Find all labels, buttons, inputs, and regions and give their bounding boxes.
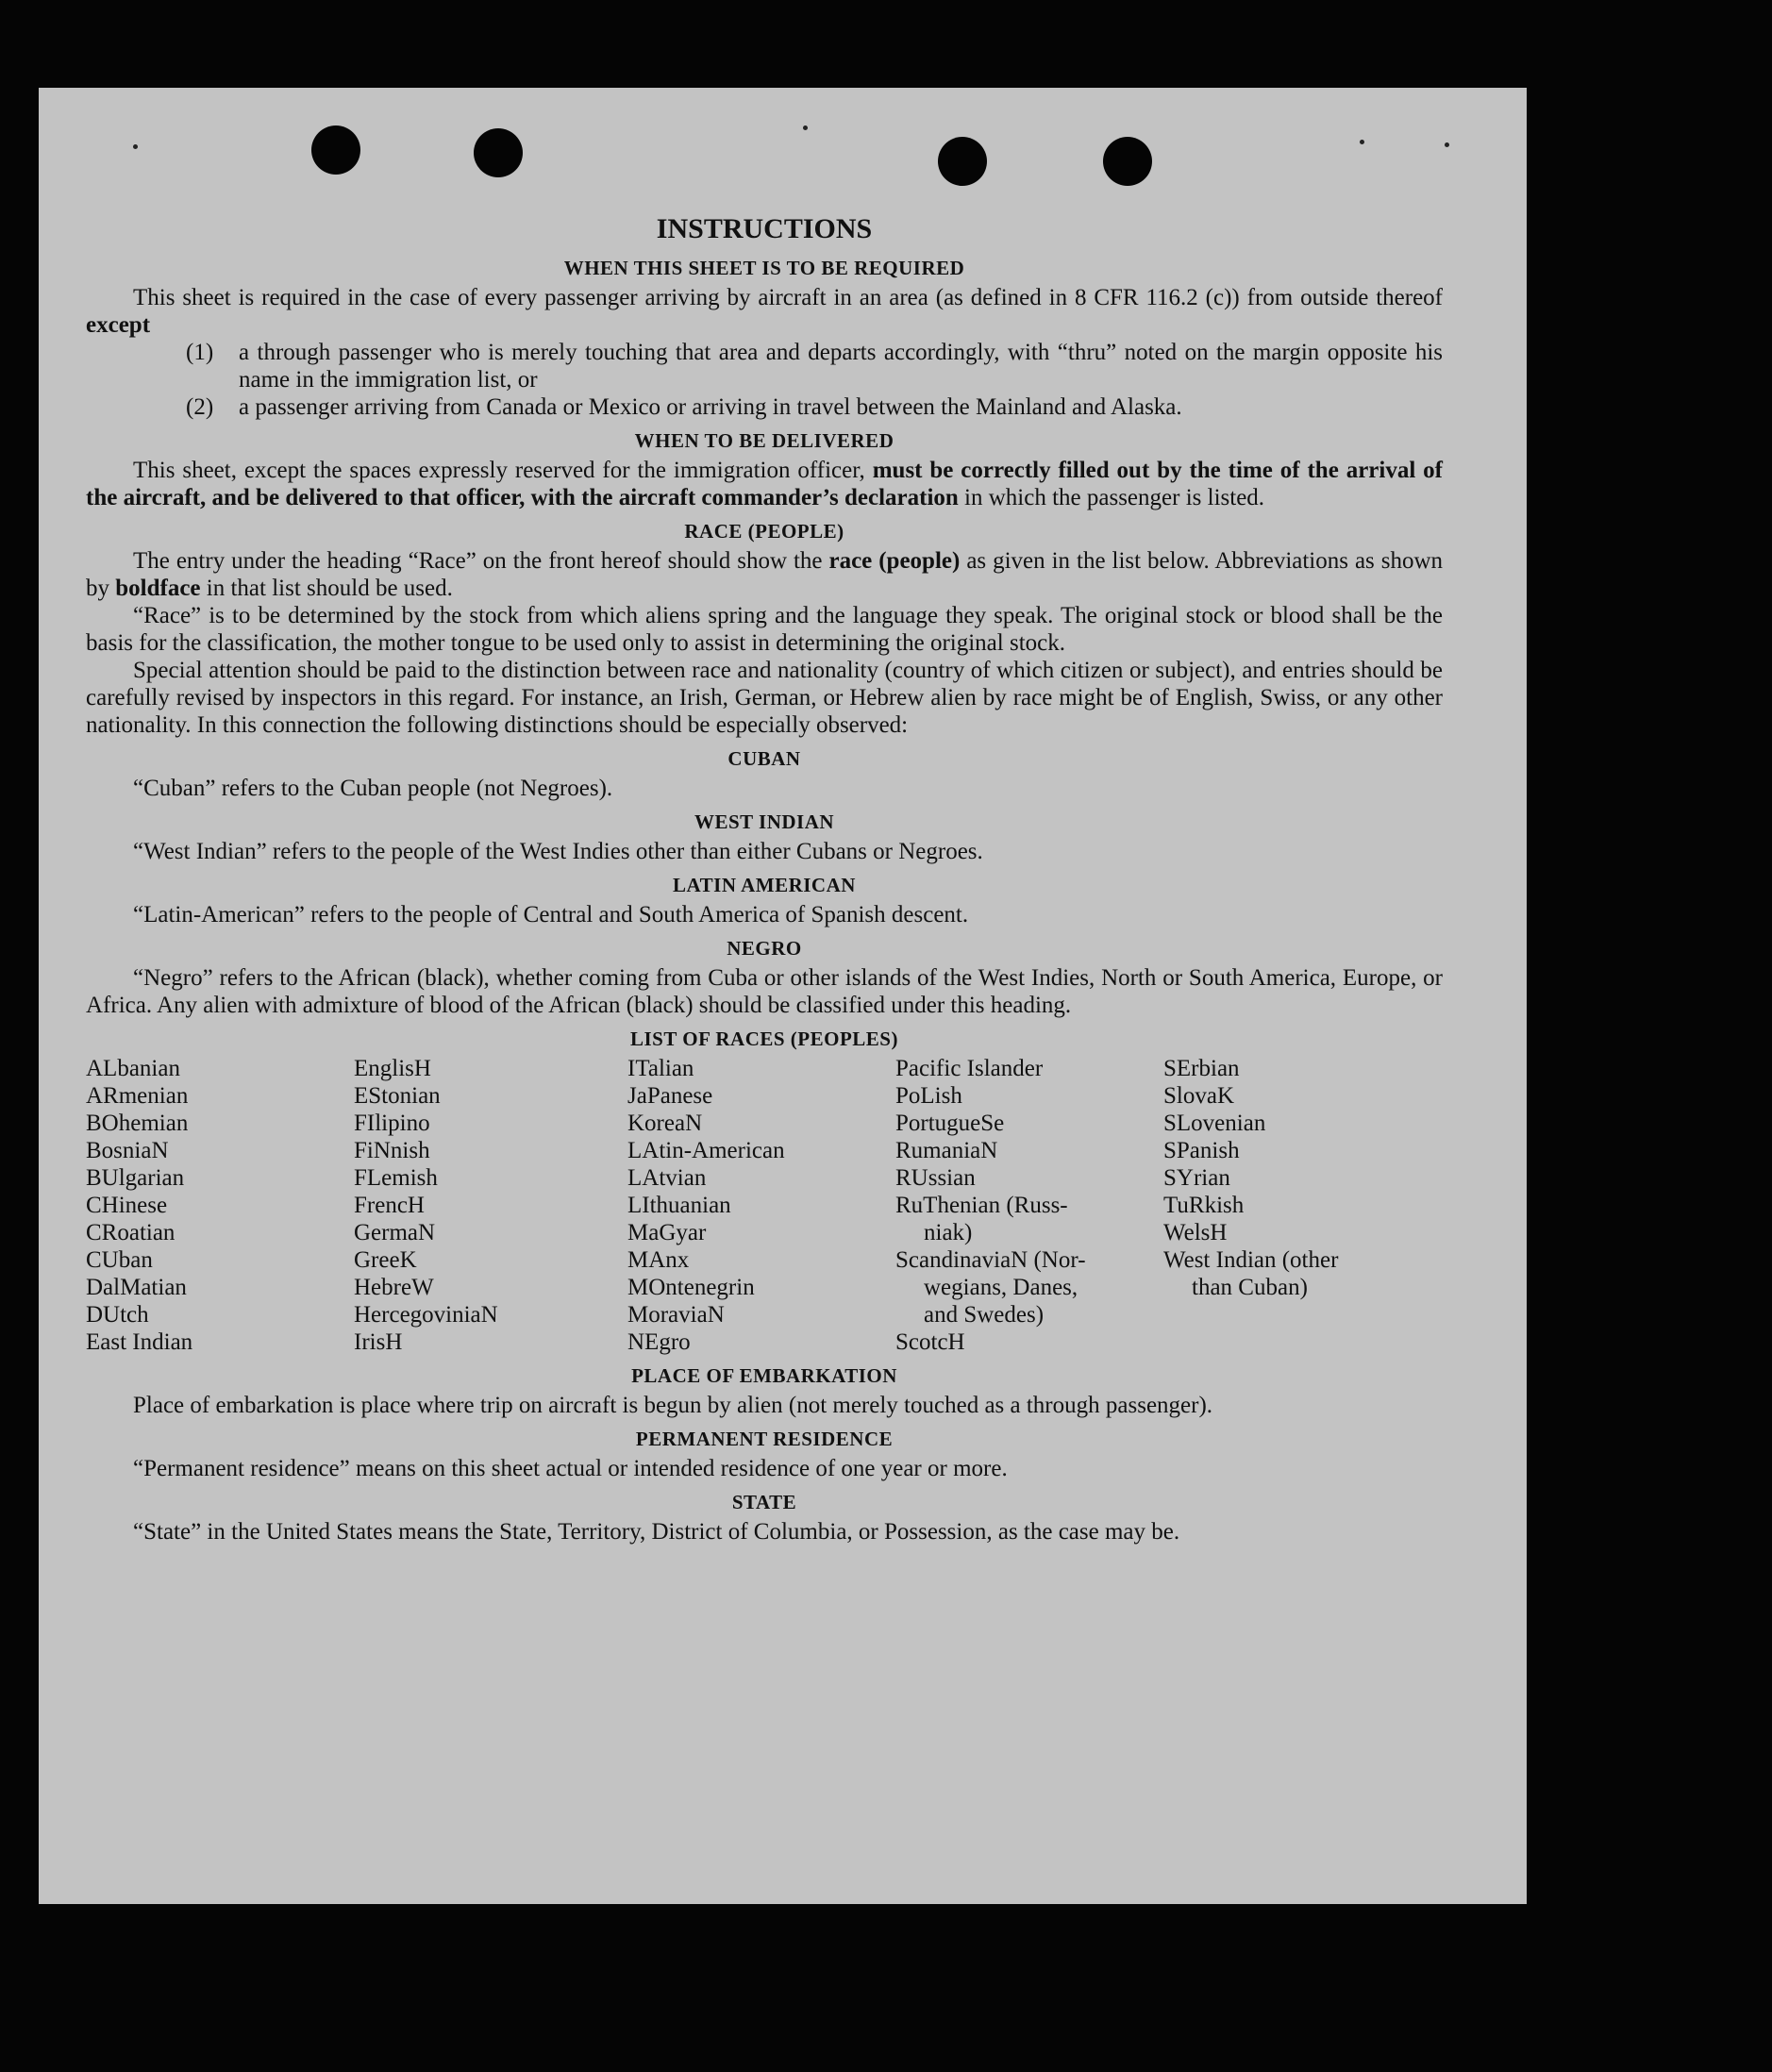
race-item: RuThenian (Russ- xyxy=(895,1193,1068,1218)
section-heading: WHEN THIS SHEET IS TO BE REQUIRED xyxy=(563,257,965,279)
race-item: ITalian xyxy=(627,1056,694,1081)
section-heading: STATE xyxy=(731,1491,797,1513)
races-column xyxy=(627,1055,895,1356)
race-item: East Indian xyxy=(86,1329,193,1355)
race-item: LAtvian xyxy=(627,1165,707,1191)
race-item: EStonian xyxy=(354,1083,441,1109)
race-item: JaPanese xyxy=(627,1083,713,1109)
races-column xyxy=(86,1055,354,1356)
paragraph: This sheet is required in the case of every passenger arriving by aircraft in an area (as defined in 8 CFR 116.2 (c)) from outside thereof except xyxy=(86,285,1443,338)
race-item: ScotcH xyxy=(895,1329,965,1355)
page-title: INSTRUCTIONS xyxy=(656,213,873,244)
speck xyxy=(1360,140,1364,144)
race-item: ALbanian xyxy=(86,1056,180,1081)
race-item: CUban xyxy=(86,1247,153,1273)
paragraph: “Negro” refers to the African (black), whether coming from Cuba or other islands of the West Indies, North or South America, Europe, or Africa. Any alien with admixture of blood of the African (black) should be classified under this heading. xyxy=(86,965,1443,1018)
race-item: HebreW xyxy=(354,1275,434,1300)
speck xyxy=(1445,142,1449,147)
race-item: GreeK xyxy=(354,1247,417,1273)
paragraph: “Permanent residence” means on this sheet actual or intended residence of one year or more. xyxy=(133,1456,1008,1481)
paragraph: The entry under the heading “Race” on the front hereof should show the race (people) as given in the list below. Abbreviations as shown by boldface in that list should be used. xyxy=(86,548,1444,601)
paragraph: “State” in the United States means the State, Territory, District of Columbia, or Possession, as the case may be. xyxy=(133,1519,1180,1545)
paragraph: This sheet, except the spaces expressly reserved for the immigration officer, must be correctly filled out by the time of the arrival of the aircraft, and be delivered to that officer, with the aircraft commander’s declaration in which the passenger is listed. xyxy=(86,458,1444,510)
race-item: West Indian (other xyxy=(1163,1247,1339,1273)
race-item: ARmenian xyxy=(86,1083,189,1109)
races-column xyxy=(1163,1055,1443,1356)
race-item: DUtch xyxy=(86,1302,149,1328)
race-item: PoLish xyxy=(895,1083,962,1109)
race-item: MoraviaN xyxy=(627,1302,725,1328)
race-item: WelsH xyxy=(1163,1220,1228,1245)
speck xyxy=(803,125,808,130)
race-item: GermaN xyxy=(354,1220,436,1245)
race-item: MAnx xyxy=(627,1247,690,1273)
race-item: ScandinaviaN (Nor- xyxy=(895,1247,1086,1273)
race-item: DalMatian xyxy=(86,1275,187,1300)
race-item: FIlipino xyxy=(354,1111,430,1136)
race-item: and Swedes) xyxy=(924,1302,1045,1328)
race-item: EnglisH xyxy=(354,1056,431,1081)
section-heading: NEGRO xyxy=(727,937,802,960)
paragraph: “Race” is to be determined by the stock from which aliens spring and the language they speak. The original stock or blood shall be the basis for the classification, the mother tongue to be used only to assist in determining the original stock. xyxy=(86,603,1443,656)
race-item: than Cuban) xyxy=(1192,1275,1308,1300)
paragraph: “West Indian” refers to the people of the West Indies other than either Cubans or Negroes. xyxy=(133,839,983,864)
list-item: (2) a passenger arriving from Canada or Mexico or arriving in travel between the Mainland and Alaska. xyxy=(186,394,1182,420)
race-item: PortugueSe xyxy=(895,1111,1005,1136)
section-heading: WHEN TO BE DELIVERED xyxy=(634,429,894,452)
punch-hole xyxy=(311,125,360,175)
race-item: SlovaK xyxy=(1163,1083,1234,1109)
race-item: FrencH xyxy=(354,1193,425,1218)
paragraph: Place of embarkation is place where trip on aircraft is begun by alien (not merely touched as a through passenger). xyxy=(133,1393,1213,1418)
races-column xyxy=(354,1055,627,1356)
race-item: CRoatian xyxy=(86,1220,176,1245)
document-sheet xyxy=(39,88,1527,1904)
race-item: HercegoviniaN xyxy=(354,1302,498,1328)
races-list xyxy=(86,1055,1443,1356)
section-heading: LATIN AMERICAN xyxy=(673,874,856,896)
race-item: CHinese xyxy=(86,1193,168,1218)
race-item: TuRkish xyxy=(1163,1193,1245,1218)
race-item: LAtin-American xyxy=(627,1138,785,1163)
list-item: (1) a through passenger who is merely touching that area and departs accordingly, with “thru” noted on the margin opposite his name in the immigration list, or xyxy=(186,340,1443,393)
paragraph: “Cuban” refers to the Cuban people (not Negroes). xyxy=(133,776,613,801)
section-heading: PERMANENT RESIDENCE xyxy=(635,1428,894,1450)
race-item: MaGyar xyxy=(627,1220,707,1245)
race-item: KoreaN xyxy=(627,1111,703,1136)
race-item: MOntenegrin xyxy=(627,1275,755,1300)
punch-hole xyxy=(1103,137,1152,186)
punch-hole xyxy=(474,128,523,177)
race-item: SPanish xyxy=(1163,1138,1240,1163)
race-item: niak) xyxy=(924,1220,973,1245)
race-item: SErbian xyxy=(1163,1056,1240,1081)
paragraph: “Latin-American” refers to the people of Central and South America of Spanish descent. xyxy=(133,902,969,927)
race-item: FiNnish xyxy=(354,1138,430,1163)
race-item: RumaniaN xyxy=(895,1138,998,1163)
race-item: IrisH xyxy=(354,1329,403,1355)
race-item: SYrian xyxy=(1163,1165,1230,1191)
race-item: BosniaN xyxy=(86,1138,169,1163)
section-heading: WEST INDIAN xyxy=(694,810,835,833)
race-item: BUlgarian xyxy=(86,1165,185,1191)
race-item: wegians, Danes, xyxy=(924,1275,1078,1300)
race-item: LIthuanian xyxy=(627,1193,731,1218)
section-heading: PLACE OF EMBARKATION xyxy=(631,1364,897,1387)
punch-hole xyxy=(938,137,987,186)
section-heading: CUBAN xyxy=(727,747,801,770)
race-item: BOhemian xyxy=(86,1111,189,1136)
races-column xyxy=(895,1055,1163,1356)
section-heading: RACE (PEOPLE) xyxy=(684,520,844,543)
race-item: RUssian xyxy=(895,1165,976,1191)
speck xyxy=(133,144,138,149)
race-item: SLovenian xyxy=(1163,1111,1266,1136)
race-item: NEgro xyxy=(627,1329,691,1355)
race-item: FLemish xyxy=(354,1165,438,1191)
instructions-content xyxy=(86,210,1443,1546)
paragraph: Special attention should be paid to the distinction between race and nationality (country of which citizen or subject), and entries should be carefully revised by inspectors in this regard. For instance, an Irish, German, or Hebrew alien by race might be of English, Swiss, or any other nationality. In this connection the following distinctions should be especially observed: xyxy=(86,658,1443,738)
section-heading: LIST OF RACES (PEOPLES) xyxy=(630,1028,898,1050)
race-item: Pacific Islander xyxy=(895,1056,1044,1081)
